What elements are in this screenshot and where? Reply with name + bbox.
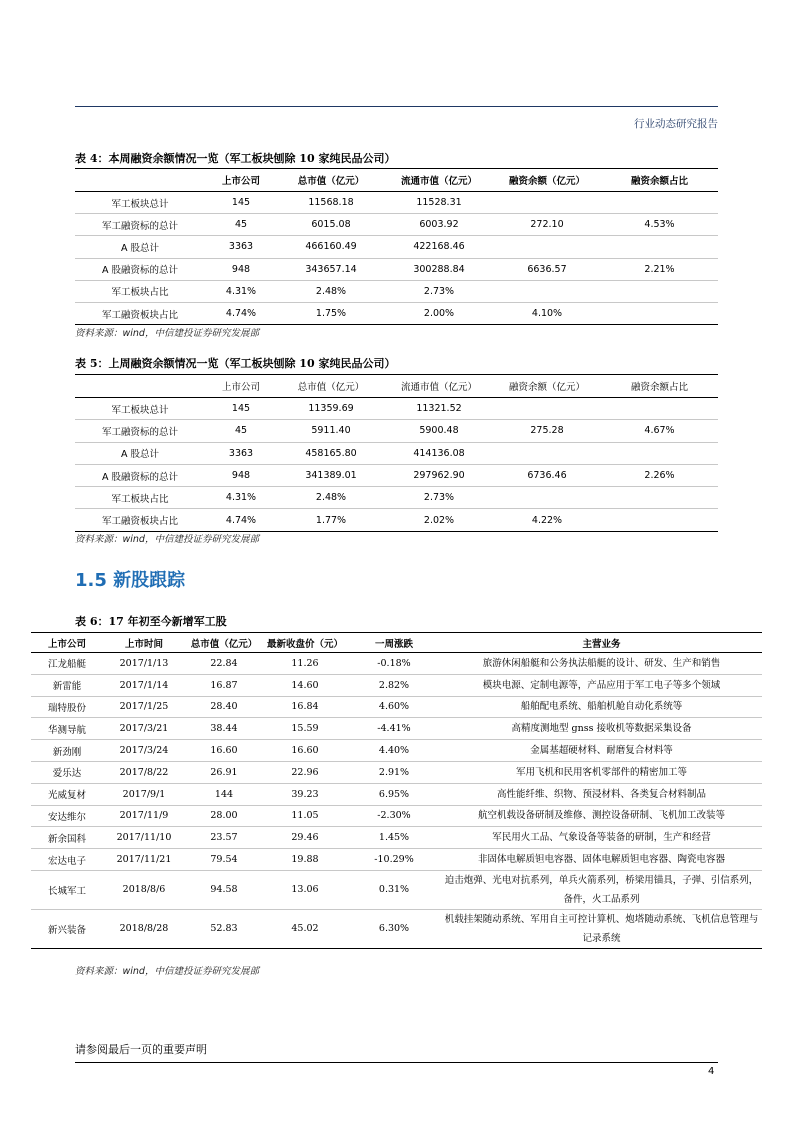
table6-cell: -0.18%	[347, 653, 441, 675]
table4-cell	[493, 192, 601, 214]
table5-row	[75, 442, 718, 464]
table5-cell: 军工板块占比	[75, 487, 205, 509]
table4-cell: 军工板块总计	[75, 192, 205, 214]
table6-cell: 4.40%	[347, 740, 441, 762]
table4-header-cell: 上市公司	[205, 169, 277, 192]
table5-cell: A 股融资标的总计	[75, 464, 205, 486]
table6-cell: 1.45%	[347, 827, 441, 849]
table6-cell: 0.31%	[347, 870, 441, 909]
table6-cell: 2018/8/6	[103, 870, 185, 909]
table4-cell: 2.73%	[385, 280, 493, 302]
table6-cell: 39.23	[263, 783, 347, 805]
table4-row	[75, 236, 718, 258]
table6-cell: 15.59	[263, 718, 347, 740]
table4-cell: A 股总计	[75, 236, 205, 258]
table5-cell: 2.73%	[385, 487, 493, 509]
header-rule	[75, 106, 718, 107]
table4-cell: 4.10%	[531, 308, 563, 320]
table4-source: 资料来源：wind，中信建投证券研究发展部	[75, 328, 259, 339]
table6-cell: 22.96	[263, 761, 347, 783]
table6-cell: -2.30%	[347, 805, 441, 827]
table4-row	[75, 214, 718, 236]
table6-cell: -10.29%	[347, 849, 441, 871]
table6-cell: 船舶配电系统、船舶机舱自动化系统等	[441, 696, 762, 718]
table6-cell: 航空机载设备研制及维修、测控设备研制、飞机加工改装等	[441, 805, 762, 827]
table6-row	[31, 870, 762, 909]
table6-cell: 2017/11/10	[103, 827, 185, 849]
table6-cell: 长城军工	[31, 870, 103, 909]
table4-cell	[493, 236, 601, 258]
table6-cell: 非固体电解质钽电容器、固体电解质钽电容器、陶瓷电容器	[441, 849, 762, 871]
table4-cell: 2.21%	[601, 258, 718, 280]
table5-cell: 军工融资标的总计	[75, 420, 205, 442]
table6-cell: 16.84	[263, 696, 347, 718]
table5-row	[75, 509, 718, 531]
table6-cell: 2.82%	[347, 674, 441, 696]
disclaimer-notice: 请参阅最后一页的重要声明	[75, 1043, 207, 1056]
table6-cell: 16.60	[185, 740, 263, 762]
table5-header-cell	[75, 375, 205, 398]
table4-row	[75, 192, 718, 214]
table5-cell: 4.74%	[225, 514, 257, 526]
table6-cell: 2017/8/22	[103, 761, 185, 783]
table6-cell: 16.87	[185, 674, 263, 696]
table6-cell: 宏达电子	[31, 849, 103, 871]
table5-source: 资料来源：wind，中信建投证券研究发展部	[75, 534, 259, 545]
table6-row	[31, 805, 762, 827]
table5-cell: 军工融资板块占比	[101, 516, 178, 528]
table4-cell	[601, 236, 718, 258]
page-number: 4	[708, 1066, 715, 1077]
report-type-label: 行业动态研究报告	[634, 118, 718, 130]
table4-header-cell	[75, 169, 205, 192]
table6-cell: 机载挂架随动系统、军用自主可控计算机、炮塔随动系统、飞机信息管理与记录系统	[444, 913, 759, 944]
table5-header-cell: 总市值（亿元）	[277, 375, 385, 398]
table6-cell: 光威复材	[31, 783, 103, 805]
table5-row	[75, 420, 718, 442]
table6-cell: -4.41%	[347, 718, 441, 740]
table4-cell	[601, 280, 718, 302]
table4-cell: 3363	[205, 236, 277, 258]
table5-cell: 414136.08	[385, 442, 493, 464]
table4-cell: 军工融资标的总计	[75, 214, 205, 236]
table4-row	[75, 302, 718, 324]
table6-cell: 新劲刚	[31, 740, 103, 762]
table6-cell: 模块电源、定制电源等，产品应用于军工电子等多个领域	[441, 674, 762, 696]
table5-cell: 297962.90	[385, 464, 493, 486]
table4-header-cell: 流通市值（亿元）	[385, 169, 493, 192]
table5-cell	[493, 487, 601, 509]
table6-cell: 144	[185, 783, 263, 805]
table4-body	[75, 192, 718, 325]
table5-cell: 5900.48	[385, 420, 493, 442]
table6-cell: 28.40	[185, 696, 263, 718]
table6-cell: 2018/8/28	[119, 923, 169, 935]
table4-cell	[601, 302, 718, 324]
table6-header-cell: 上市公司	[31, 633, 103, 653]
table5-row	[75, 398, 718, 420]
table6-cell: 安达维尔	[31, 805, 103, 827]
table5-cell: 5911.40	[277, 420, 385, 442]
table4-cell: 11528.31	[385, 192, 493, 214]
table5-cell: 2.48%	[277, 487, 385, 509]
table5-caption: 表 5：上周融资余额情况一览（军工板块刨除 10 家纯民品公司）	[75, 357, 396, 370]
table5-cell: 145	[205, 398, 277, 420]
table6-cell: 6.95%	[347, 783, 441, 805]
table5-cell: 45	[205, 420, 277, 442]
table6-cell: 13.06	[263, 870, 347, 909]
table4-header-cell: 融资余额（亿元）	[493, 169, 601, 192]
table4-cell: 军工融资板块占比	[101, 309, 178, 321]
table6-caption: 表 6：17 年初至今新增军工股	[75, 615, 227, 628]
table6-row	[31, 718, 762, 740]
table5-cell	[601, 509, 718, 531]
table5-row	[75, 487, 718, 509]
table4-cell: 6636.57	[493, 258, 601, 280]
table4-cell: 6003.92	[385, 214, 493, 236]
table4-caption: 表 4：本周融资余额情况一览（军工板块刨除 10 家纯民品公司）	[75, 152, 396, 165]
table6-cell: 4.60%	[347, 696, 441, 718]
table6-cell: 华测导航	[31, 718, 103, 740]
table6-row	[31, 674, 762, 696]
table6-cell: 2017/1/25	[103, 696, 185, 718]
table6-row	[31, 783, 762, 805]
table4-cell: 2.48%	[277, 280, 385, 302]
table4-cell: 军工板块占比	[75, 280, 205, 302]
table6-cell: 旅游休闲船艇和公务执法船艇的设计、研发、生产和销售	[441, 653, 762, 675]
table6-cell: 2017/3/24	[103, 740, 185, 762]
table4-row	[75, 258, 718, 280]
table4-cell: 6015.08	[277, 214, 385, 236]
table6-row	[31, 849, 762, 871]
table4-cell: 466160.49	[277, 236, 385, 258]
table6-cell: 2017/1/13	[103, 653, 185, 675]
table6-cell: 28.00	[185, 805, 263, 827]
table5-cell: 341389.01	[277, 464, 385, 486]
table6-cell: 军民用火工品、气象设备等装备的研制，生产和经营	[441, 827, 762, 849]
table5-cell: 948	[205, 464, 277, 486]
table6-cell: 16.60	[263, 740, 347, 762]
table4-row	[75, 280, 718, 302]
table5-cell: A 股总计	[75, 442, 205, 464]
table4-cell	[493, 280, 601, 302]
table6-source: 资料来源：wind，中信建投证券研究发展部	[75, 966, 259, 977]
table6-cell: 高性能纤维、织物、预浸材料、各类复合材料制品	[441, 783, 762, 805]
table5-row	[75, 464, 718, 486]
table5-cell: 1.77%	[315, 514, 347, 526]
table4-cell: 343657.14	[277, 258, 385, 280]
table5-cell: 3363	[205, 442, 277, 464]
table6-row	[31, 761, 762, 783]
table6-cell: 爱乐达	[31, 761, 103, 783]
table5-cell: 2.26%	[601, 464, 718, 486]
table6-cell: 6.30%	[378, 923, 410, 935]
table5-cell: 4.31%	[205, 487, 277, 509]
table6-cell: 19.88	[263, 849, 347, 871]
table4-cell: 4.53%	[601, 214, 718, 236]
table5-cell: 军工板块总计	[75, 398, 205, 420]
table4-header-row	[75, 169, 718, 192]
table6-cell: 29.46	[263, 827, 347, 849]
table5-header-cell: 上市公司	[205, 375, 277, 398]
table6	[31, 632, 762, 949]
table6-cell: 迫击炮弹、光电对抗系列，单兵火箭系列，桥梁用锚具，子弹、引信系列，备件，火工品系列	[441, 870, 762, 909]
table6-cell: 2017/11/9	[103, 805, 185, 827]
table6-cell: 2017/3/21	[103, 718, 185, 740]
table6-header-cell: 上市时间	[103, 633, 185, 653]
table4-cell: 11568.18	[277, 192, 385, 214]
table5-header-cell: 融资余额（亿元）	[493, 375, 601, 398]
table4-cell: 1.75%	[315, 308, 347, 320]
table5-cell: 2.02%	[423, 514, 455, 526]
table6-row	[31, 740, 762, 762]
table6-cell: 江龙船艇	[31, 653, 103, 675]
table6-header-cell: 一周涨跌	[347, 633, 441, 653]
table6-cell: 79.54	[185, 849, 263, 871]
table4-cell: 272.10	[493, 214, 601, 236]
table6-cell: 2017/11/21	[103, 849, 185, 871]
table6-cell: 23.57	[185, 827, 263, 849]
table4-cell: 4.31%	[205, 280, 277, 302]
table6-cell: 45.02	[291, 923, 319, 935]
table6-cell: 新兴装备	[47, 924, 86, 936]
footer-rule	[75, 1062, 718, 1063]
table6-cell: 2017/1/14	[103, 674, 185, 696]
table6-cell: 22.84	[185, 653, 263, 675]
table5-body	[75, 398, 718, 532]
table6-cell: 高精度测地型 gnss 接收机等数据采集设备	[441, 718, 762, 740]
table4-cell: 145	[205, 192, 277, 214]
table5-cell: 275.28	[493, 420, 601, 442]
table6-row	[31, 696, 762, 718]
table6-row	[31, 827, 762, 849]
table6-cell: 新雷能	[31, 674, 103, 696]
table4-cell: 948	[205, 258, 277, 280]
table4	[75, 168, 718, 325]
table5-cell	[601, 442, 718, 464]
table5-cell	[493, 398, 601, 420]
table6-cell: 52.83	[210, 923, 238, 935]
table4-cell: 300288.84	[385, 258, 493, 280]
table6-header-cell: 总市值（亿元）	[185, 633, 263, 653]
table5-cell: 11359.69	[277, 398, 385, 420]
table4-header-cell: 融资余额占比	[601, 169, 718, 192]
table6-cell: 11.05	[263, 805, 347, 827]
table6-row	[31, 653, 762, 675]
table5-cell	[601, 398, 718, 420]
table5-cell: 4.22%	[531, 514, 563, 526]
table5-cell	[493, 442, 601, 464]
table6-cell: 38.44	[185, 718, 263, 740]
table4-cell: 422168.46	[385, 236, 493, 258]
table6-cell: 2017/9/1	[103, 783, 185, 805]
table5-header-cell: 融资余额占比	[601, 375, 718, 398]
table6-cell: 11.26	[263, 653, 347, 675]
table6-header-cell: 主营业务	[441, 633, 762, 653]
table6-cell: 26.91	[185, 761, 263, 783]
table4-header-cell: 总市值（亿元）	[277, 169, 385, 192]
table6-header-row	[31, 633, 762, 653]
table4-cell	[601, 192, 718, 214]
table6-cell: 新余国科	[31, 827, 103, 849]
table4-cell: A 股融资标的总计	[75, 258, 205, 280]
table5-cell	[601, 487, 718, 509]
table6-cell: 2.91%	[347, 761, 441, 783]
table5-header-cell: 流通市值（亿元）	[385, 375, 493, 398]
table6-row	[31, 909, 762, 948]
table5-cell: 11321.52	[385, 398, 493, 420]
table6-cell: 军用飞机和民用客机零部件的精密加工等	[441, 761, 762, 783]
table5-cell: 4.67%	[601, 420, 718, 442]
table6-cell: 94.58	[185, 870, 263, 909]
table4-cell: 4.74%	[225, 308, 257, 320]
table4-cell: 2.00%	[423, 308, 455, 320]
table5-header-row	[75, 375, 718, 398]
table6-body	[31, 653, 762, 949]
table5-cell: 458165.80	[277, 442, 385, 464]
section-title: 1.5 新股跟踪	[75, 570, 186, 591]
table4-cell: 45	[205, 214, 277, 236]
table6-cell: 14.60	[263, 674, 347, 696]
table6-cell: 瑞特股份	[31, 696, 103, 718]
table6-header-cell: 最新收盘价（元）	[263, 633, 347, 653]
table6-cell: 金属基超硬材料、耐磨复合材料等	[441, 740, 762, 762]
table5-cell: 6736.46	[493, 464, 601, 486]
table5	[75, 374, 718, 532]
